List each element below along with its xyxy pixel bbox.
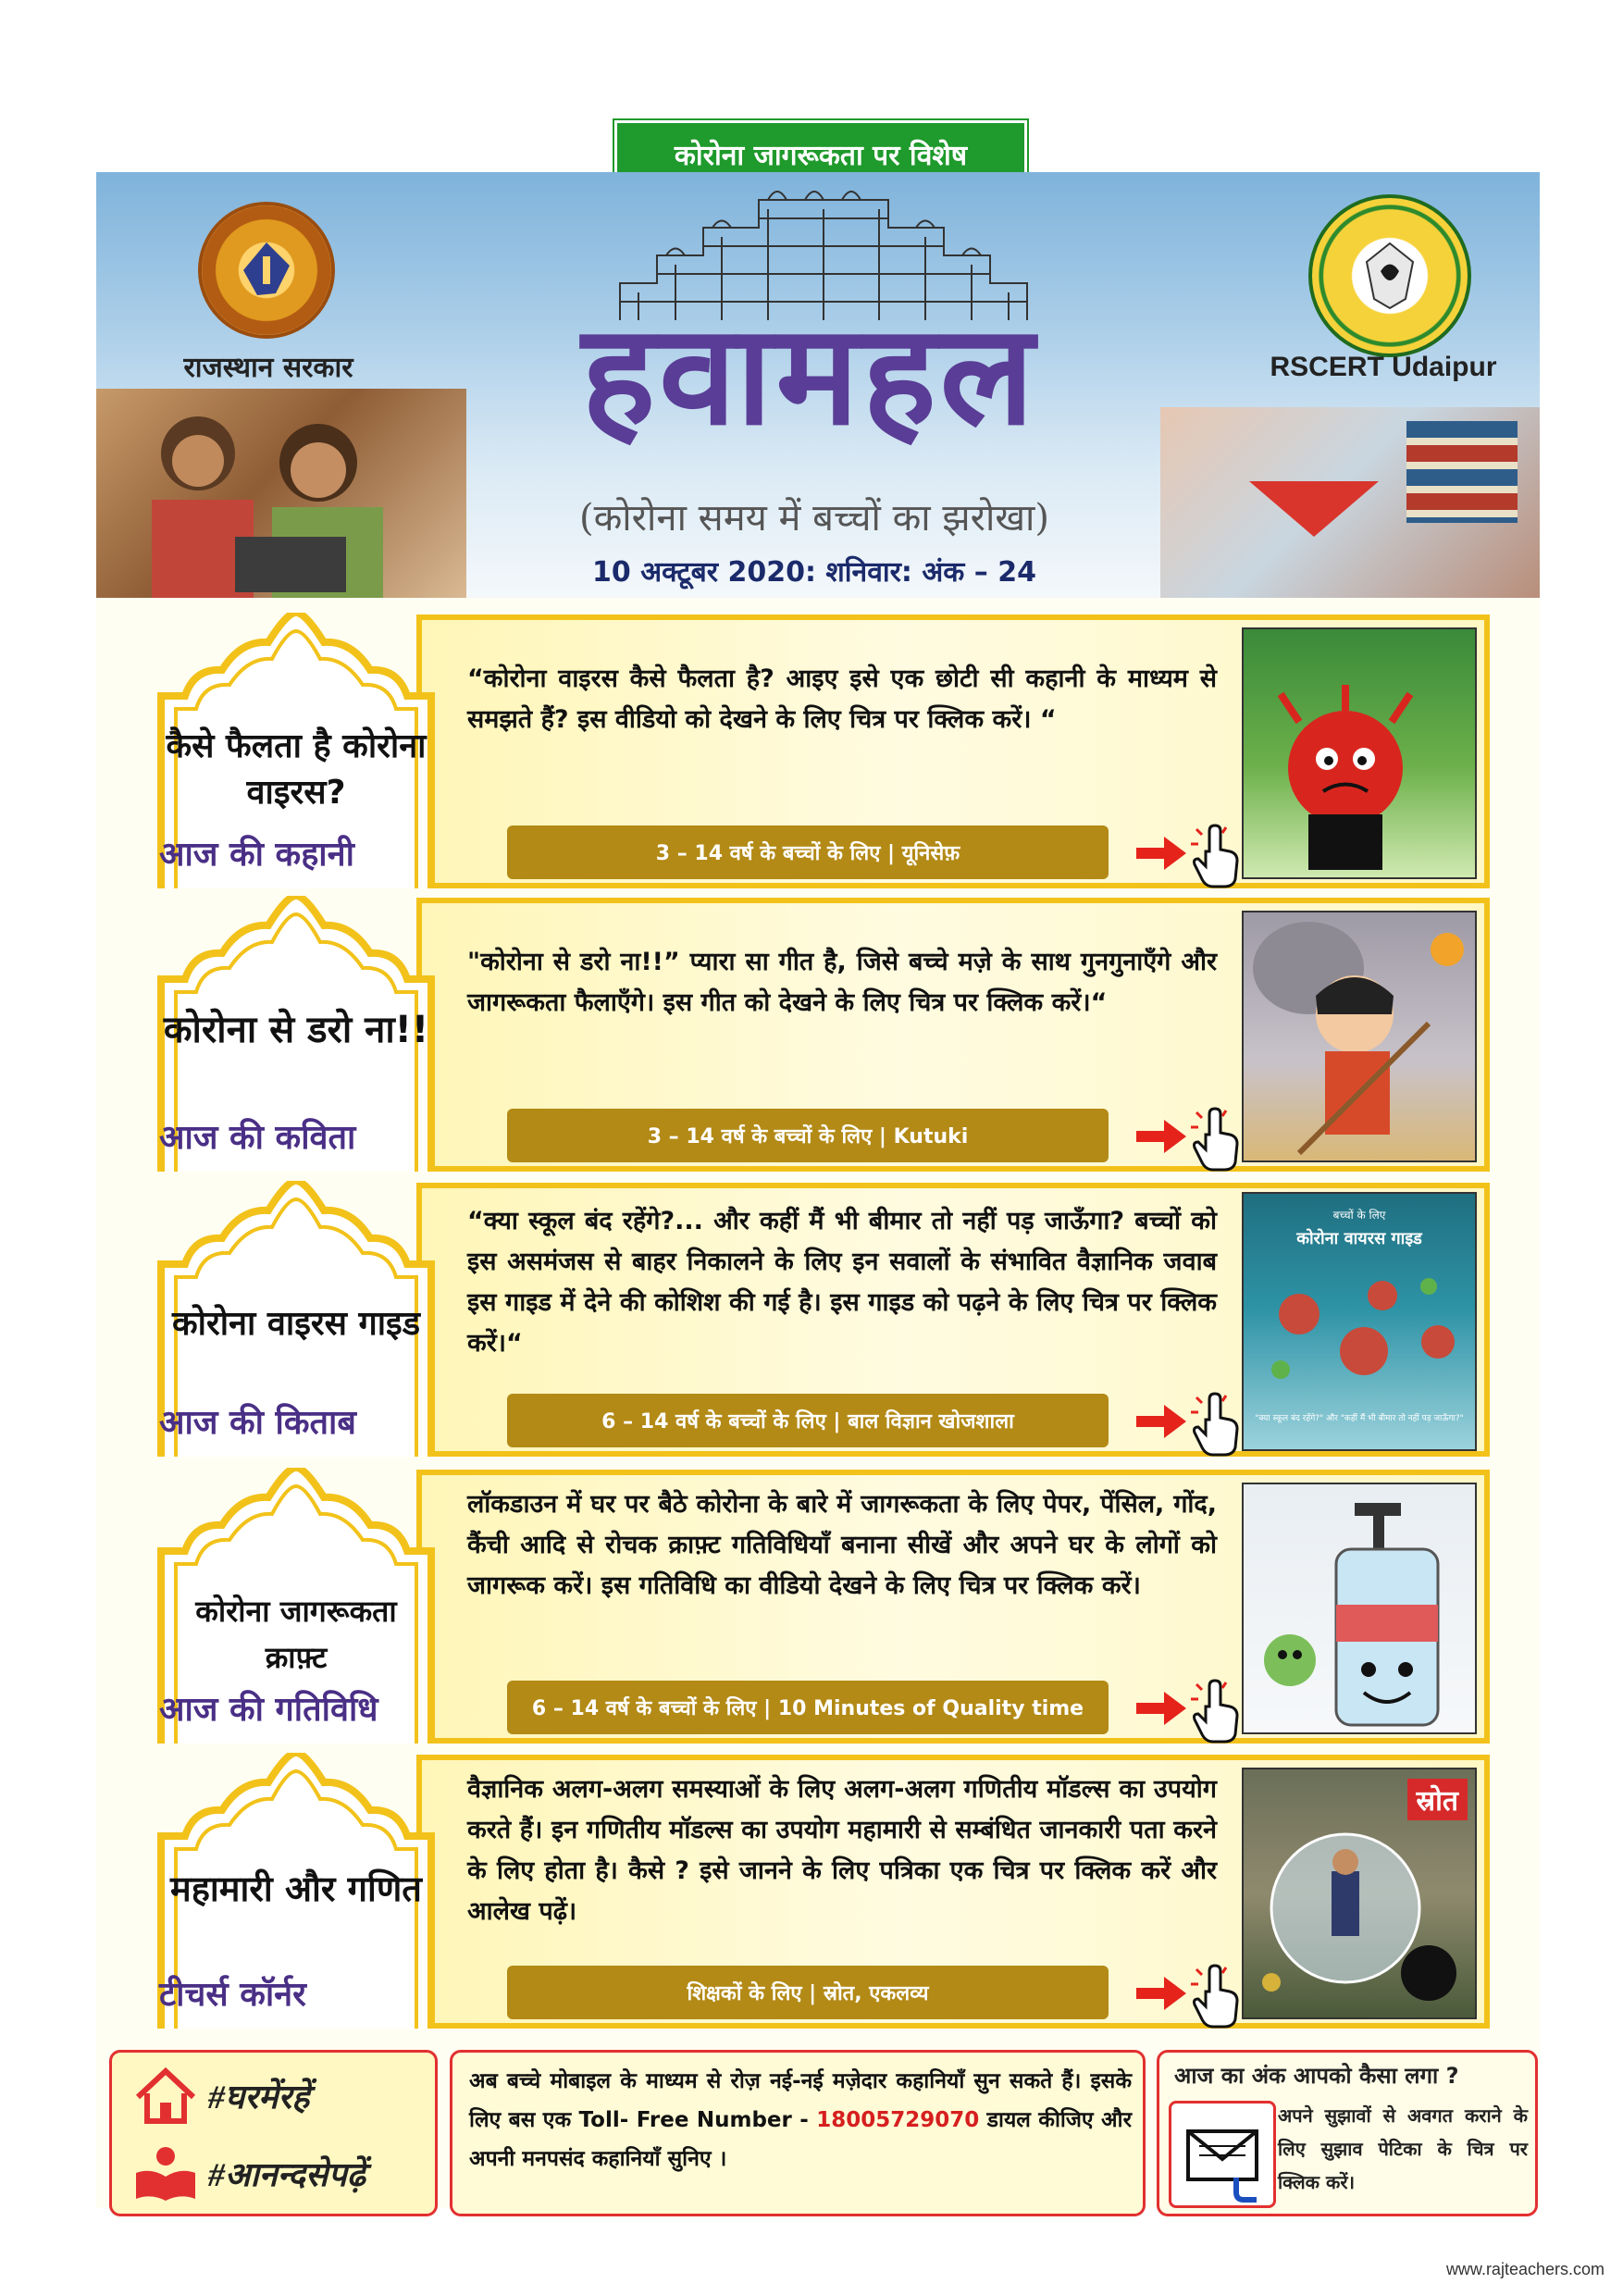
right-arrow-icon bbox=[1136, 1690, 1186, 1727]
click-hand-icon[interactable] bbox=[1189, 1107, 1245, 1172]
books-stack-icon bbox=[1406, 421, 1518, 523]
section-book bbox=[148, 1181, 1490, 1458]
toll-free-number[interactable]: 18005729070 bbox=[816, 2108, 980, 2132]
poem-video-thumbnail[interactable] bbox=[1242, 911, 1477, 1162]
corona-story-video-thumbnail[interactable] bbox=[1242, 627, 1477, 879]
children-reading-photo bbox=[96, 389, 466, 598]
section-title: कोरोना जागरूकता क्राफ़्ट bbox=[195, 1594, 397, 1675]
srot-magazine-thumbnail[interactable] bbox=[1242, 1768, 1477, 2019]
section-title: कोरोना वाइरस गाइड bbox=[172, 1305, 420, 1343]
reading-person-icon bbox=[132, 2145, 199, 2201]
hashtags-box bbox=[109, 2050, 438, 2216]
section-description: लॉकडाउन में घर पर बैठे कोरोना के बारे में जागरूकता के लिए पेपर, पेंसिल, गोंद, कैंची आदि से रोचक क्राफ़्ट गतिविधियाँ बनाना सीखें और अपने घर के लोगों को जागरूक करें। इस गतिविधि का वीडियो देखने के लिए चित्र पर क्लिक करें। bbox=[467, 1490, 1217, 1600]
envelope-icon bbox=[1171, 2104, 1273, 2205]
suggestion-box-button[interactable] bbox=[1169, 2101, 1276, 2208]
section-description: वैज्ञानिक अलग-अलग समस्याओं के लिए अलग-अलग गणितीय मॉडल्स का उपयोग करते हैं। इन गणितीय मॉडल्स का उपयोग महामारी से सम्बंधित जानकारी पता करने के लिए होता है। कैसे ? इसे जानने के लिए पत्रिका एक चित्र पर क्लिक करें और आलेख पढ़ें। bbox=[467, 1775, 1217, 1926]
toll-free-box bbox=[450, 2050, 1146, 2216]
section-activity bbox=[148, 1468, 1490, 1745]
paper-boat-icon bbox=[1249, 481, 1379, 537]
section-teachers-corner bbox=[148, 1753, 1490, 2030]
section-description: “कोरोना वाइरस कैसे फैलता है? आइए इसे एक छोटी सी कहानी के माध्यम से समझते हैं? इस वीडियो को देखने के लिए चित्र पर क्लिक करें। “ bbox=[467, 664, 1217, 734]
category-label: आज की गतिविधि bbox=[159, 1690, 378, 1729]
click-hand-icon[interactable] bbox=[1189, 1679, 1245, 1744]
click-hand-icon[interactable] bbox=[1189, 1392, 1245, 1457]
hashtag-read-happily: #आनन्दसेपढ़ें bbox=[208, 2156, 366, 2193]
special-label: कोरोना जागरूकता पर विशेष bbox=[614, 120, 1027, 187]
section-title: महामारी और गणित bbox=[170, 1868, 422, 1909]
toll-free-info bbox=[469, 2062, 1132, 2178]
toll-free-text-2: डायल कीजिए और अपनी मनपसंद कहानियाँ सुनिए । bbox=[469, 2108, 1132, 2171]
issue-dateline: 10 अक्टूबर 2020: शनिवार: अंक – 24 bbox=[592, 556, 1036, 589]
category-label: आज की किताब bbox=[159, 1403, 356, 1442]
section-title: कोरोना से डरो ना!! bbox=[163, 1009, 429, 1051]
rscert-label: RSCERT Udaipur bbox=[1270, 352, 1497, 382]
right-arrow-icon bbox=[1136, 1118, 1186, 1155]
right-arrow-icon bbox=[1136, 835, 1186, 872]
book-cover-title: कोरोना वायरस गाइड bbox=[1296, 1229, 1422, 1248]
magazine-title: हवामहल bbox=[581, 293, 1038, 456]
right-arrow-icon bbox=[1136, 1975, 1186, 2012]
age-source-pill: 6 – 14 वर्ष के बच्चों के लिए | 10 Minutes of Quality time bbox=[507, 1681, 1109, 1734]
rajasthan-education-emblem bbox=[198, 202, 335, 339]
age-source-pill: 6 – 14 वर्ष के बच्चों के लिए | बाल विज्ञान खोजशाला bbox=[507, 1394, 1109, 1447]
section-description: "कोरोना से डरो ना!!” प्यारा सा गीत है, जिसे बच्चे मज़े के साथ गुनगुनाएँगे और जागरूकता फैलाएँगे। इस गीत को देखने के लिए चित्र पर क्लिक करें।“ bbox=[467, 948, 1217, 1017]
craft-video-thumbnail[interactable] bbox=[1242, 1483, 1477, 1734]
book-cover-small-title: बच्चों के लिए bbox=[1332, 1209, 1386, 1222]
category-label: आज की कविता bbox=[159, 1118, 356, 1157]
magazine-subtitle: (कोरोना समय में बच्चों का झरोखा) bbox=[578, 497, 1050, 540]
section-poem bbox=[148, 896, 1490, 1173]
toll-free-text-1: अब बच्चे मोबाइल के माध्यम से रोज़ नई-नई मज़ेदार कहानियाँ सुन सकते हैं। इसके लिए बस एक Toll- Free Number - bbox=[469, 2069, 1132, 2132]
feedback-box bbox=[1157, 2050, 1538, 2216]
feedback-text: अपने सुझावों से अवगत कराने के लिए सुझाव पेटिका के चित्र पर क्लिक करें। bbox=[1278, 2104, 1528, 2193]
rscert-emblem bbox=[1308, 194, 1471, 357]
srot-badge: स्रोत bbox=[1407, 1779, 1468, 1820]
hashtag-stay-home: #घरमेंरहें bbox=[208, 2079, 310, 2116]
government-label: राजस्थान सरकार bbox=[183, 352, 353, 384]
click-hand-icon[interactable] bbox=[1189, 824, 1245, 888]
category-label: टीचर्स कॉर्नर bbox=[159, 1975, 306, 2014]
corona-guide-book-thumbnail[interactable] bbox=[1242, 1192, 1477, 1451]
section-title: कैसे फैलता है कोरोना वाइरस? bbox=[166, 727, 427, 812]
age-source-pill: 3 – 14 वर्ष के बच्चों के लिए | यूनिसेफ़ bbox=[507, 825, 1109, 879]
section-description: “क्या स्कूल बंद रहेंगे?... और कहीं मैं भी बीमार तो नहीं पड़ जाऊँगा? बच्चों को इस असमंजस से बाहर निकालने के लिए इन सवालों के संभावित वैज्ञानिक जवाब इस गाइड में देने की कोशिश की गई है। इस गाइड को पढ़ने के लिए चित्र पर क्लिक करें।“ bbox=[467, 1207, 1217, 1358]
section-story bbox=[148, 613, 1490, 890]
category-label: आज की कहानी bbox=[159, 835, 354, 874]
website-footer[interactable]: www.rajteachers.com bbox=[1445, 2260, 1604, 2278]
home-icon bbox=[134, 2067, 197, 2125]
click-hand-icon[interactable] bbox=[1189, 1964, 1245, 2029]
book-cover-caption: "क्या स्कूल बंद रहेंगे?" और "कहीं मैं भी बीमार तो नहीं पड़ जाऊँगा?" bbox=[1255, 1414, 1464, 1423]
age-source-pill: शिक्षकों के लिए | स्रोत, एकलव्य bbox=[507, 1966, 1109, 2019]
right-arrow-icon bbox=[1136, 1403, 1186, 1440]
age-source-pill: 3 – 14 वर्ष के बच्चों के लिए | Kutuki bbox=[507, 1109, 1109, 1162]
feedback-title: आज का अंक आपको कैसा लगा ? bbox=[1174, 2063, 1459, 2089]
